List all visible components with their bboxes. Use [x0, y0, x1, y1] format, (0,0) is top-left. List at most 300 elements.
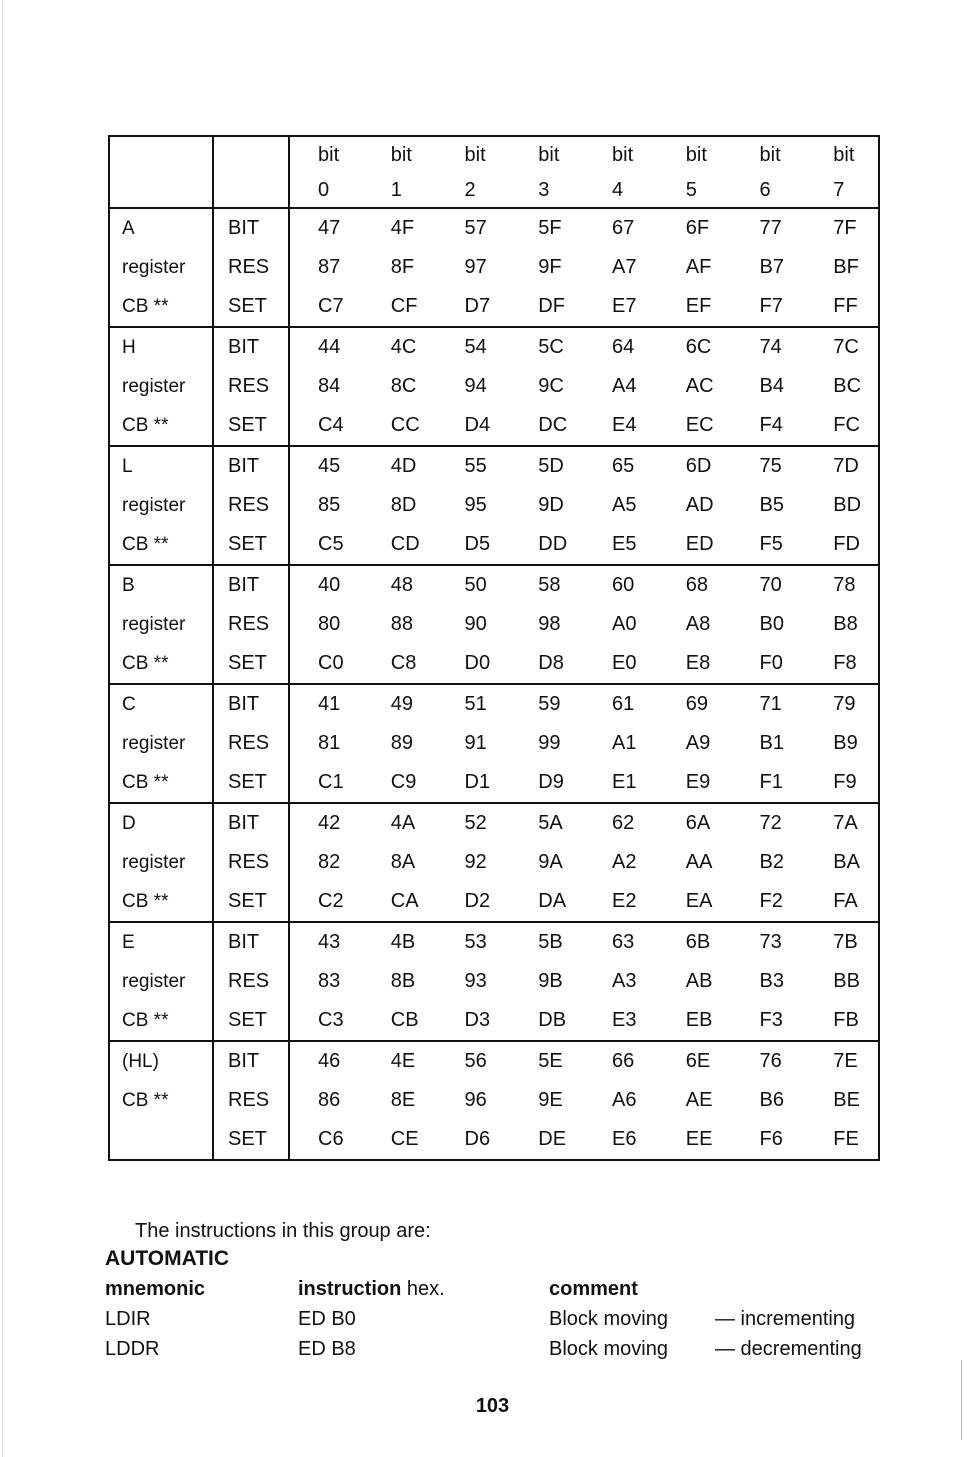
- opcode-cell: BC: [805, 367, 879, 406]
- opcode-cell: 60: [584, 565, 658, 605]
- opcode-cell: C2: [318, 890, 344, 912]
- opcode-cell: 45: [289, 446, 363, 486]
- opcode-cell: B3: [759, 970, 784, 992]
- opcode-cell: 87: [318, 256, 341, 278]
- opcode-cell: 86: [318, 1089, 341, 1111]
- opcode-cell: DF: [538, 295, 565, 317]
- register-label: CB **: [109, 1001, 213, 1041]
- opcode-cell: F7: [759, 295, 783, 317]
- opcode-cell: C3: [318, 1009, 344, 1031]
- opcode-cell: 93: [464, 970, 487, 992]
- register-label: register: [109, 962, 213, 1001]
- comment: Block moving: [549, 1308, 668, 1330]
- opcode-cell: 4E: [363, 1041, 437, 1081]
- table-row: [109, 684, 879, 724]
- opcode-cell: B0: [759, 613, 784, 635]
- table-row: [109, 882, 879, 922]
- operation-label: SET: [213, 763, 289, 803]
- register-label: CB **: [109, 1081, 213, 1120]
- opcode-cell: D0: [464, 652, 491, 674]
- register-label: register: [109, 843, 213, 882]
- bit-label: bit: [363, 136, 437, 173]
- register-label: register: [109, 248, 213, 287]
- opcode-cell: D3: [464, 1009, 491, 1031]
- opcode-cell: EB: [685, 1009, 713, 1031]
- opcode-cell: 97: [464, 256, 487, 278]
- opcode-cell: AC: [685, 375, 714, 397]
- opcode-cell: 6C: [658, 327, 732, 367]
- opcode-cell: 6A: [658, 803, 732, 843]
- bit-number: 7: [805, 173, 879, 208]
- operation-label: RES: [213, 1081, 289, 1120]
- opcode-cell: DA: [538, 890, 567, 912]
- opcode-cell: 72: [732, 803, 806, 843]
- opcode-cell: 75: [732, 446, 806, 486]
- opcode-cell: 7A: [805, 803, 879, 843]
- opcode-cell: 84: [318, 375, 341, 397]
- opcode-cell: 6D: [658, 446, 732, 486]
- header-blank: [213, 136, 289, 173]
- operation-label: SET: [213, 287, 289, 327]
- opcode-cell: 49: [363, 684, 437, 724]
- opcode-cell: 98: [538, 613, 561, 635]
- opcode-cell: FA: [805, 882, 879, 922]
- opcode-cell: CF: [390, 295, 418, 317]
- page-number: 103: [475, 1395, 510, 1417]
- operation-label: BIT: [213, 684, 289, 724]
- opcode-cell: D9: [538, 771, 564, 793]
- operation-label: RES: [213, 724, 289, 763]
- opcode-cell: EA: [685, 890, 713, 912]
- opcode-cell: D5: [464, 533, 491, 555]
- operation-label: BIT: [213, 803, 289, 843]
- opcode-cell: 57: [437, 208, 511, 248]
- bit-label: bit: [658, 136, 732, 173]
- instruction-header-suffix: hex.: [401, 1278, 445, 1300]
- comment-header: comment: [549, 1278, 638, 1300]
- opcode-cell: 5E: [510, 1041, 584, 1081]
- opcode-cell: 85: [318, 494, 341, 516]
- opcode-cell: DB: [538, 1009, 567, 1031]
- opcode-cell: A8: [685, 613, 711, 635]
- register-label: [109, 1120, 213, 1160]
- table-row: [109, 287, 879, 327]
- opcode-cell: B2: [759, 851, 784, 873]
- opcode-cell: C6: [289, 1120, 363, 1160]
- table-row: [109, 406, 879, 446]
- operation-label: BIT: [213, 922, 289, 962]
- instruction-row: [105, 1338, 885, 1368]
- opcode-cell: 5F: [510, 208, 584, 248]
- opcode-cell: DE: [510, 1120, 584, 1160]
- opcode-cell: C8: [390, 652, 417, 674]
- opcode-cell: BE: [805, 1081, 879, 1120]
- opcode-cell: E5: [612, 533, 637, 555]
- opcode-cell: 78: [805, 565, 879, 605]
- operation-label: BIT: [213, 327, 289, 367]
- opcode-cell: 48: [363, 565, 437, 605]
- opcode-cell: 83: [318, 970, 341, 992]
- operation-label: SET: [213, 644, 289, 684]
- opcode-cell: 70: [732, 565, 806, 605]
- bit-label: bit: [289, 136, 363, 173]
- opcode-cell: B5: [759, 494, 784, 516]
- comment-detail: — incrementing: [715, 1308, 856, 1330]
- operation-label: RES: [213, 248, 289, 287]
- opcode-cell: F3: [759, 1009, 783, 1031]
- register-label: A: [109, 208, 213, 248]
- opcode-cell: 92: [464, 851, 487, 873]
- bit-number: 0: [318, 178, 330, 201]
- opcode-cell: 71: [732, 684, 806, 724]
- instruction-row: [105, 1308, 885, 1338]
- header-row: [109, 136, 879, 173]
- opcode-cell: A3: [612, 970, 637, 992]
- table-row: [109, 565, 879, 605]
- opcode-table: [108, 135, 880, 1161]
- bit-number: 6: [759, 178, 771, 201]
- opcode-cell: 90: [464, 613, 487, 635]
- opcode-cell: B8: [805, 605, 879, 644]
- register-label: D: [109, 803, 213, 843]
- table-row: [109, 763, 879, 803]
- operation-label: SET: [213, 1120, 289, 1160]
- opcode-cell: A7: [612, 256, 637, 278]
- opcode-cell: 9B: [538, 970, 563, 992]
- operation-label: BIT: [213, 208, 289, 248]
- opcode-cell: CD: [390, 533, 420, 555]
- table-row: [109, 1001, 879, 1041]
- opcode-cell: 41: [289, 684, 363, 724]
- opcode-cell: 8F: [390, 256, 415, 278]
- table-row: [109, 605, 879, 644]
- opcode-cell: 4A: [363, 803, 437, 843]
- opcode-cell: D1: [464, 771, 491, 793]
- operation-label: SET: [213, 406, 289, 446]
- opcode-cell: 89: [390, 732, 413, 754]
- bit-number: 4: [612, 178, 624, 201]
- opcode-cell: CE: [363, 1120, 437, 1160]
- page-edge: [2, 0, 3, 1457]
- comment-detail: — decrementing: [715, 1338, 862, 1360]
- opcode-cell: 9F: [538, 256, 562, 278]
- section-title: AUTOMATIC: [105, 1247, 230, 1270]
- table-row: [109, 1120, 879, 1160]
- opcode-cell: A1: [612, 732, 637, 754]
- opcode-cell: D6: [437, 1120, 511, 1160]
- opcode-cell: 5A: [510, 803, 584, 843]
- bit-label: bit: [437, 136, 511, 173]
- opcode-cell: A2: [612, 851, 637, 873]
- opcode-cell: 7E: [805, 1041, 879, 1081]
- opcode-cell: 50: [437, 565, 511, 605]
- opcode-cell: C7: [318, 295, 344, 317]
- opcode-cell: 63: [584, 922, 658, 962]
- opcode-cell: A0: [612, 613, 637, 635]
- opcode-cell: D2: [464, 890, 491, 912]
- opcode-cell: 77: [732, 208, 806, 248]
- register-label: B: [109, 565, 213, 605]
- opcode-cell: E6: [584, 1120, 658, 1160]
- opcode-cell: 54: [437, 327, 511, 367]
- bit-label: bit: [732, 136, 806, 173]
- opcode-cell: ED: [685, 533, 714, 555]
- opcode-cell: 76: [732, 1041, 806, 1081]
- opcode-cell: 7B: [805, 922, 879, 962]
- opcode-cell: D4: [464, 414, 491, 436]
- table-row: [109, 327, 879, 367]
- register-label: CB **: [109, 287, 213, 327]
- opcode-cell: 74: [732, 327, 806, 367]
- opcode-cell: B6: [759, 1089, 784, 1111]
- opcode-cell: 9E: [538, 1089, 563, 1111]
- register-label: CB **: [109, 644, 213, 684]
- table-caption: The instructions in this group are:: [135, 1220, 431, 1242]
- header-blank: [109, 136, 213, 173]
- opcode-cell: AF: [685, 256, 712, 278]
- opcode-cell: CB: [390, 1009, 419, 1031]
- mnemonic: LDIR: [105, 1308, 151, 1330]
- operation-label: RES: [213, 843, 289, 882]
- opcode-cell: DC: [538, 414, 568, 436]
- opcode-cell: 52: [437, 803, 511, 843]
- opcode-cell: E9: [685, 771, 711, 793]
- register-label: L: [109, 446, 213, 486]
- opcode-cell: 8A: [390, 851, 416, 873]
- opcode-cell: 6F: [658, 208, 732, 248]
- opcode-cell: 4F: [363, 208, 437, 248]
- opcode-cell: 59: [510, 684, 584, 724]
- opcode-cell: C4: [318, 414, 344, 436]
- opcode-cell: B9: [805, 724, 879, 763]
- opcode-cell: B4: [759, 375, 784, 397]
- opcode-cell: F9: [805, 763, 879, 803]
- instruction-header-bold: instruction: [298, 1278, 402, 1300]
- opcode-cell: AA: [685, 851, 713, 873]
- opcode-cell: 4D: [363, 446, 437, 486]
- opcode-cell: 88: [390, 613, 413, 635]
- opcode-cell: A9: [685, 732, 711, 754]
- bit-number: 2: [464, 178, 476, 201]
- opcode-cell: 47: [289, 208, 363, 248]
- opcode-cell: 99: [538, 732, 561, 754]
- register-label: E: [109, 922, 213, 962]
- instruction-list: [105, 1278, 885, 1368]
- table-row: [109, 208, 879, 248]
- opcode-cell: 8B: [390, 970, 416, 992]
- opcode-cell: F6: [732, 1120, 806, 1160]
- bit-label: bit: [510, 136, 584, 173]
- opcode-cell: E2: [612, 890, 637, 912]
- mnemonic-header: mnemonic: [105, 1278, 206, 1300]
- opcode-cell: F2: [759, 890, 783, 912]
- operation-label: RES: [213, 486, 289, 525]
- register-label: register: [109, 367, 213, 406]
- opcode-cell: 4B: [363, 922, 437, 962]
- register-label: H: [109, 327, 213, 367]
- opcode-cell: AB: [685, 970, 713, 992]
- table-row: [109, 843, 879, 882]
- opcode-cell: B7: [759, 256, 784, 278]
- opcode-cell: 91: [464, 732, 487, 754]
- opcode-cell: CA: [390, 890, 419, 912]
- opcode-cell: 8E: [390, 1089, 416, 1111]
- opcode-cell: 67: [584, 208, 658, 248]
- opcode-cell: C1: [318, 771, 344, 793]
- opcode-cell: 56: [437, 1041, 511, 1081]
- table-row: [109, 486, 879, 525]
- operation-label: RES: [213, 367, 289, 406]
- opcode-cell: 65: [584, 446, 658, 486]
- table-row: [109, 525, 879, 565]
- table-row: [109, 962, 879, 1001]
- opcode-cell: E8: [685, 652, 711, 674]
- opcode-cell: 94: [464, 375, 487, 397]
- opcode-cell: 82: [318, 851, 341, 873]
- opcode-cell: 58: [510, 565, 584, 605]
- bit-number: 1: [390, 178, 402, 201]
- opcode-cell: BD: [805, 486, 879, 525]
- opcode-cell: BF: [805, 248, 879, 287]
- table-row: [109, 367, 879, 406]
- opcode-cell: DD: [538, 533, 568, 555]
- table-row: [109, 803, 879, 843]
- opcode-cell: 9C: [538, 375, 564, 397]
- header-blank: [109, 173, 213, 208]
- table-row: [109, 922, 879, 962]
- opcode-cell: A4: [612, 375, 637, 397]
- table-row: [109, 1081, 879, 1120]
- opcode-cell: 80: [318, 613, 341, 635]
- register-label: CB **: [109, 525, 213, 565]
- operation-label: SET: [213, 525, 289, 565]
- operation-label: SET: [213, 1001, 289, 1041]
- bit-number: 3: [538, 178, 550, 201]
- opcode-cell: C0: [318, 652, 344, 674]
- opcode-cell: F1: [759, 771, 783, 793]
- opcode-cell: 5C: [510, 327, 584, 367]
- operation-label: SET: [213, 882, 289, 922]
- opcode-cell: FE: [805, 1120, 879, 1160]
- opcode-cell: 40: [289, 565, 363, 605]
- opcode-cell: B1: [759, 732, 784, 754]
- table-row: [109, 644, 879, 684]
- header-row: [109, 173, 879, 208]
- header-blank: [213, 173, 289, 208]
- opcode-cell: 96: [464, 1089, 487, 1111]
- opcode-cell: EE: [658, 1120, 732, 1160]
- opcode-cell: EC: [685, 414, 714, 436]
- opcode-cell: 44: [289, 327, 363, 367]
- opcode-cell: F8: [805, 644, 879, 684]
- opcode-cell: 8D: [390, 494, 417, 516]
- opcode-cell: FF: [805, 287, 879, 327]
- comment: Block moving: [549, 1338, 668, 1360]
- opcode-cell: 6B: [658, 922, 732, 962]
- opcode-cell: 8C: [390, 375, 417, 397]
- opcode-cell: A6: [612, 1089, 637, 1111]
- opcode-cell: F0: [759, 652, 783, 674]
- opcode-cell: E4: [612, 414, 637, 436]
- opcode-cell: 42: [289, 803, 363, 843]
- hex-code: ED B8: [298, 1338, 356, 1360]
- opcode-cell: 9D: [538, 494, 564, 516]
- operation-label: BIT: [213, 446, 289, 486]
- operation-label: BIT: [213, 565, 289, 605]
- table-row: [109, 1041, 879, 1081]
- opcode-cell: AD: [685, 494, 714, 516]
- opcode-cell: 7F: [805, 208, 879, 248]
- opcode-cell: 46: [289, 1041, 363, 1081]
- hex-code: ED B0: [298, 1308, 356, 1330]
- opcode-cell: 7C: [805, 327, 879, 367]
- opcode-cell: FD: [805, 525, 879, 565]
- table-row: [109, 248, 879, 287]
- opcode-cell: 79: [805, 684, 879, 724]
- opcode-cell: F4: [759, 414, 783, 436]
- register-label: register: [109, 724, 213, 763]
- bit-number: 5: [685, 178, 697, 201]
- register-label: CB **: [109, 763, 213, 803]
- opcode-cell: 81: [318, 732, 341, 754]
- opcode-cell: C9: [390, 771, 417, 793]
- opcode-cell: C5: [318, 533, 344, 555]
- opcode-cell: 55: [437, 446, 511, 486]
- operation-label: RES: [213, 962, 289, 1001]
- table-row: [109, 446, 879, 486]
- opcode-cell: 9A: [538, 851, 563, 873]
- bit-label: bit: [584, 136, 658, 173]
- operation-label: RES: [213, 605, 289, 644]
- instruction-header-row: [105, 1278, 885, 1308]
- operation-label: BIT: [213, 1041, 289, 1081]
- opcode-cell: 51: [437, 684, 511, 724]
- opcode-cell: 73: [732, 922, 806, 962]
- opcode-cell: 95: [464, 494, 487, 516]
- opcode-cell: E0: [612, 652, 637, 674]
- opcode-cell: 69: [658, 684, 732, 724]
- opcode-cell: AE: [685, 1089, 713, 1111]
- table-row: [109, 724, 879, 763]
- opcode-cell: FB: [805, 1001, 879, 1041]
- opcode-cell: BB: [805, 962, 879, 1001]
- opcode-cell: 61: [584, 684, 658, 724]
- opcode-cell: CC: [390, 414, 420, 436]
- opcode-cell: D8: [538, 652, 564, 674]
- register-label: C: [109, 684, 213, 724]
- opcode-cell: BA: [805, 843, 879, 882]
- opcode-cell: 4C: [363, 327, 437, 367]
- opcode-cell: FC: [805, 406, 879, 446]
- opcode-cell: 68: [658, 565, 732, 605]
- opcode-cell: 5B: [510, 922, 584, 962]
- bit-label: bit: [805, 136, 879, 173]
- instruction-header: [298, 1278, 445, 1301]
- mnemonic: LDDR: [105, 1338, 160, 1360]
- opcode-cell: 6E: [658, 1041, 732, 1081]
- opcode-cell: 66: [584, 1041, 658, 1081]
- opcode-cell: D7: [464, 295, 491, 317]
- opcode-cell: E7: [612, 295, 637, 317]
- opcode-cell: 62: [584, 803, 658, 843]
- opcode-cell: 43: [289, 922, 363, 962]
- register-label: (HL): [109, 1041, 213, 1081]
- opcode-cell: E1: [612, 771, 637, 793]
- opcode-cell: 53: [437, 922, 511, 962]
- opcode-cell: 5D: [510, 446, 584, 486]
- register-label: CB **: [109, 406, 213, 446]
- register-label: register: [109, 605, 213, 644]
